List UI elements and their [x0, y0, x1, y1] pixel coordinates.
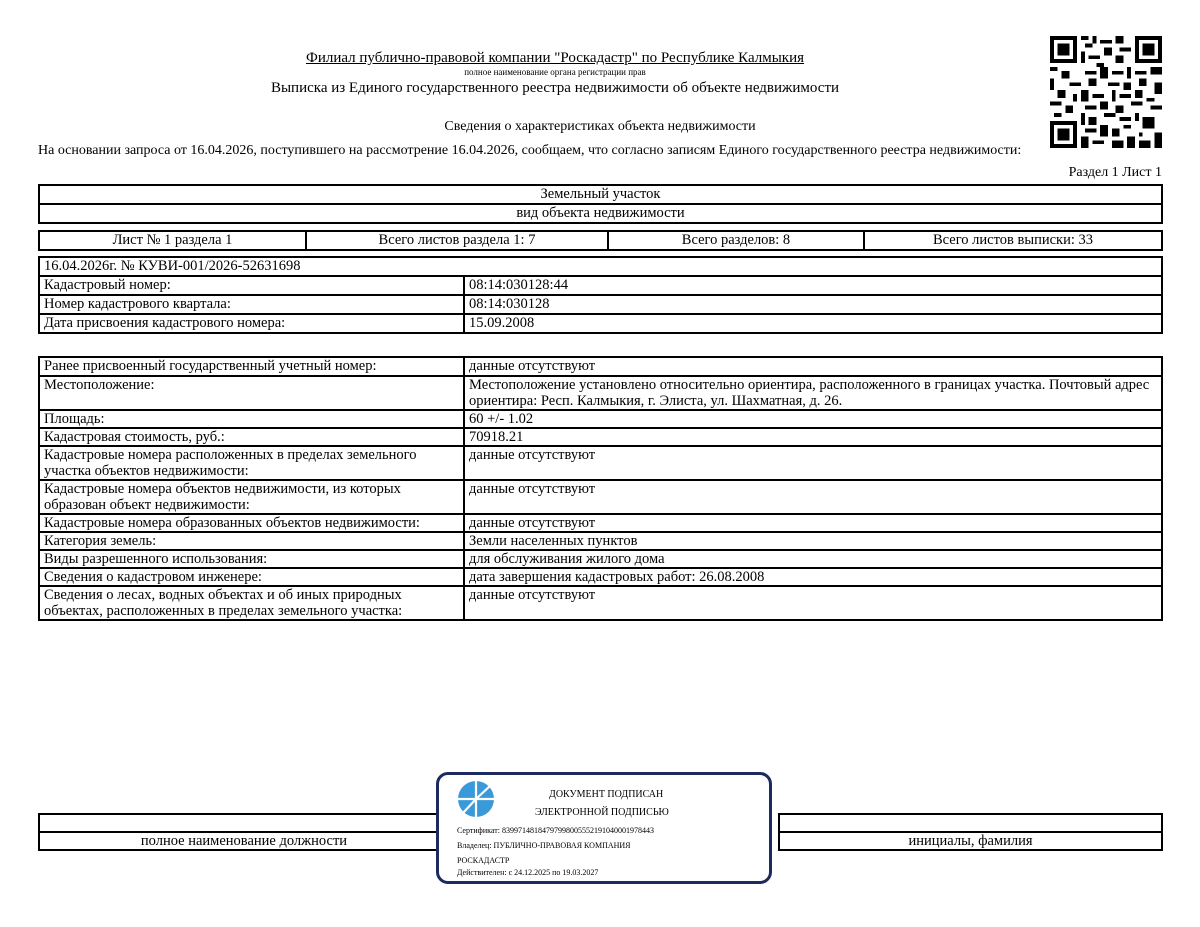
detail-value: данные отсутствуют: [464, 480, 1162, 514]
detail-value: данные отсутствуют: [464, 446, 1162, 480]
table-row: [39, 357, 1162, 376]
assignment-date-value: 15.09.2008: [464, 314, 1162, 333]
assignment-date-label: Дата присвоения кадастрового номера:: [39, 314, 464, 333]
object-type: Земельный участок: [39, 185, 1162, 204]
detail-value: 60 +/- 1.02: [464, 410, 1162, 428]
detail-label: Сведения о лесах, водных объектах и об иных природных объектах, расположенных в пределах земельного участка:: [39, 586, 464, 620]
detail-value: данные отсутствуют: [464, 514, 1162, 532]
cadastral-number-label: Кадастровый номер:: [39, 276, 464, 295]
table-row: [39, 514, 1162, 532]
sheet-number: Лист № 1 раздела 1: [39, 231, 306, 250]
roskadastr-logo-icon: [457, 780, 495, 818]
table-row: [39, 276, 1162, 295]
cadastral-quarter-label: Номер кадастрового квартала:: [39, 295, 464, 314]
stamp-certificate: Сертификат: 8399714818479799800555219104000197844З: [457, 826, 654, 835]
stamp-line2: ЭЛЕКТРОННОЙ ПОДПИСЬЮ: [535, 807, 669, 818]
table-row: [39, 428, 1162, 446]
detail-value: данные отсутствуют: [464, 586, 1162, 620]
position-caption: полное наименование должности: [39, 832, 449, 850]
qr-code-icon: [1050, 36, 1162, 148]
table-row: [39, 586, 1162, 620]
document-subtitle: Сведения о характеристиках объекта недвижимости: [444, 119, 756, 134]
detail-value: 70918.21: [464, 428, 1162, 446]
total-sections: Всего разделов: 8: [608, 231, 864, 250]
org-caption: полное наименование органа регистрации прав: [464, 67, 646, 77]
document-title: Выписка из Единого государственного реестра недвижимости об объекте недвижимости: [270, 80, 840, 96]
detail-value: Местоположение установлено относительно ориентира, расположенного в границах участка. Почтовый адрес ориентира: Респ. Калмыкия, г. Элиста, ул. Шахматная, д. 26.: [464, 376, 1162, 410]
table-row: [39, 295, 1162, 314]
detail-label: Ранее присвоенный государственный учетный номер:: [39, 357, 464, 376]
detail-label: Кадастровые номера объектов недвижимости, из которых образован объект недвижимости:: [39, 480, 464, 514]
detail-value: Земли населенных пунктов: [464, 532, 1162, 550]
table-row: [39, 568, 1162, 586]
request-basis: На основании запроса от 16.04.2026, поступившего на рассмотрение 16.04.2026, сообщаем, что согласно записям Единого государственного реестра недвижимости:: [38, 143, 1022, 158]
total-extract-sheets: Всего листов выписки: 33: [864, 231, 1162, 250]
stamp-line1: ДОКУМЕНТ ПОДПИСАН: [549, 789, 664, 800]
detail-label: Кадастровые номера расположенных в пределах земельного участка объектов недвижимости:: [39, 446, 464, 480]
detail-label: Кадастровая стоимость, руб.:: [39, 428, 464, 446]
stamp-owner: Владелец: ПУБЛИЧНО-ПРАВОВАЯ КОМПАНИЯ: [457, 841, 631, 850]
detail-label: Виды разрешенного использования:: [39, 550, 464, 568]
detail-value: данные отсутствуют: [464, 357, 1162, 376]
detail-label: Категория земель:: [39, 532, 464, 550]
table-row: [39, 532, 1162, 550]
cadastral-number-value: 08:14:030128:44: [464, 276, 1162, 295]
table-row: [39, 446, 1162, 480]
record-date-number: 16.04.2026г. № КУВИ-001/2026-52631698: [39, 257, 1162, 276]
stamp-owner-org: РОСКАДАСТР: [457, 856, 510, 865]
detail-label: Местоположение:: [39, 376, 464, 410]
detail-label: Кадастровые номера образованных объектов недвижимости:: [39, 514, 464, 532]
detail-label: Сведения о кадастровом инженере:: [39, 568, 464, 586]
object-type-caption: вид объекта недвижимости: [39, 204, 1162, 223]
electronic-signature-stamp: [436, 772, 772, 884]
detail-label: Площадь:: [39, 410, 464, 428]
table-row: [39, 550, 1162, 568]
table-row: [39, 480, 1162, 514]
name-caption: инициалы, фамилия: [779, 832, 1162, 850]
org-name: Филиал публично-правовой компании "Роскадастр" по Республике Калмыкия: [305, 50, 805, 66]
total-section-sheets: Всего листов раздела 1: 7: [306, 231, 608, 250]
table-row: [39, 314, 1162, 333]
cadastral-quarter-value: 08:14:030128: [464, 295, 1162, 314]
stamp-valid: Действителен: с 24.12.2025 по 19.03.2027: [457, 868, 599, 877]
table-row: [39, 410, 1162, 428]
detail-value: для обслуживания жилого дома: [464, 550, 1162, 568]
section-sheet: Раздел 1 Лист 1: [1068, 165, 1162, 180]
table-row: [39, 376, 1162, 410]
detail-value: дата завершения кадастровых работ: 26.08.2008: [464, 568, 1162, 586]
